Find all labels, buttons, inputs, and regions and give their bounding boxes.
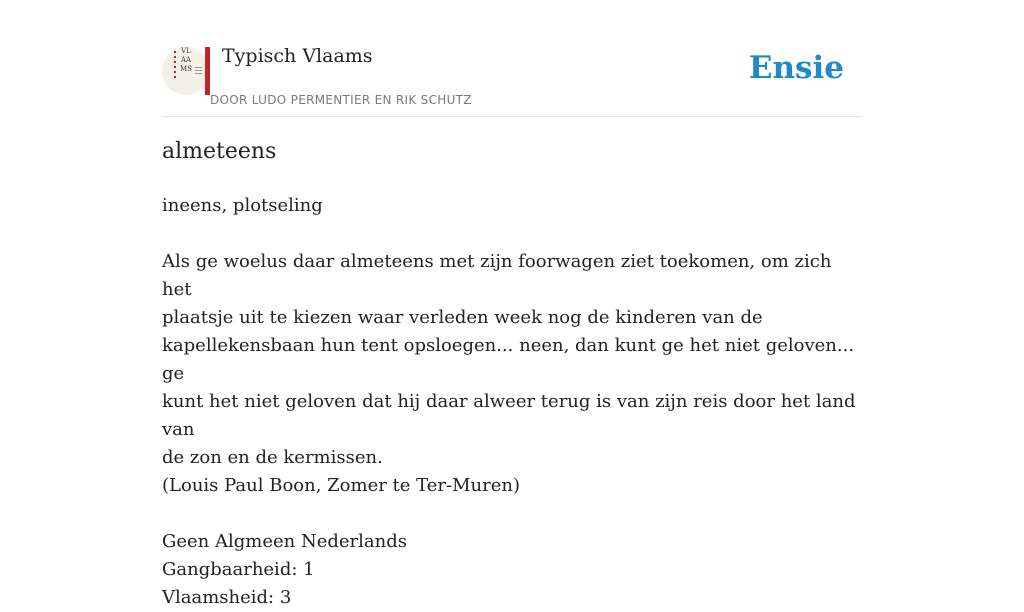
- avatar-accent-marks: [174, 51, 176, 81]
- avatar-lines: [195, 67, 202, 68]
- example-line: de zon en de kermissen.: [162, 447, 383, 468]
- frequency-rating: Gangbaarheid: 1: [162, 559, 315, 580]
- standard-language-note: Geen Algmeen Nederlands: [162, 531, 407, 552]
- example-line: kunt het niet geloven dat hij daar alweer terug is van zijn reis door het land van: [162, 391, 856, 440]
- header: [162, 0, 862, 117]
- spacer: [162, 500, 862, 528]
- main-content: [162, 0, 862, 608]
- example-source: (Louis Paul Boon, Zomer te Ter-Muren): [162, 475, 521, 496]
- entry-word: almeteens: [162, 139, 277, 164]
- flemishness-rating: Vlaamsheid: 3: [162, 587, 292, 608]
- example-line: kapellekensbaan hun tent opsloegen... neen, dan kunt ge het niet geloven... ge: [162, 335, 855, 384]
- example-line: Als ge woelus daar almeteens met zijn foorwagen ziet toekomen, om zich het: [162, 251, 832, 300]
- avatar-text: VLAAMS: [180, 47, 192, 73]
- blog-avatar[interactable]: [162, 47, 210, 95]
- entry-definition: ineens, plotseling: [162, 195, 323, 216]
- entry-body: [162, 192, 862, 612]
- ensie-logo-link[interactable]: Ensie: [748, 50, 844, 86]
- example-line: plaatsje uit te kiezen waar verleden week nog de kinderen van de: [162, 307, 763, 328]
- blog-title-link[interactable]: Typisch Vlaams: [222, 45, 373, 67]
- spacer: [162, 220, 862, 248]
- byline: DOOR LUDO PERMENTIER EN RIK SCHUTZ: [210, 93, 472, 107]
- avatar-stripe: [205, 47, 210, 95]
